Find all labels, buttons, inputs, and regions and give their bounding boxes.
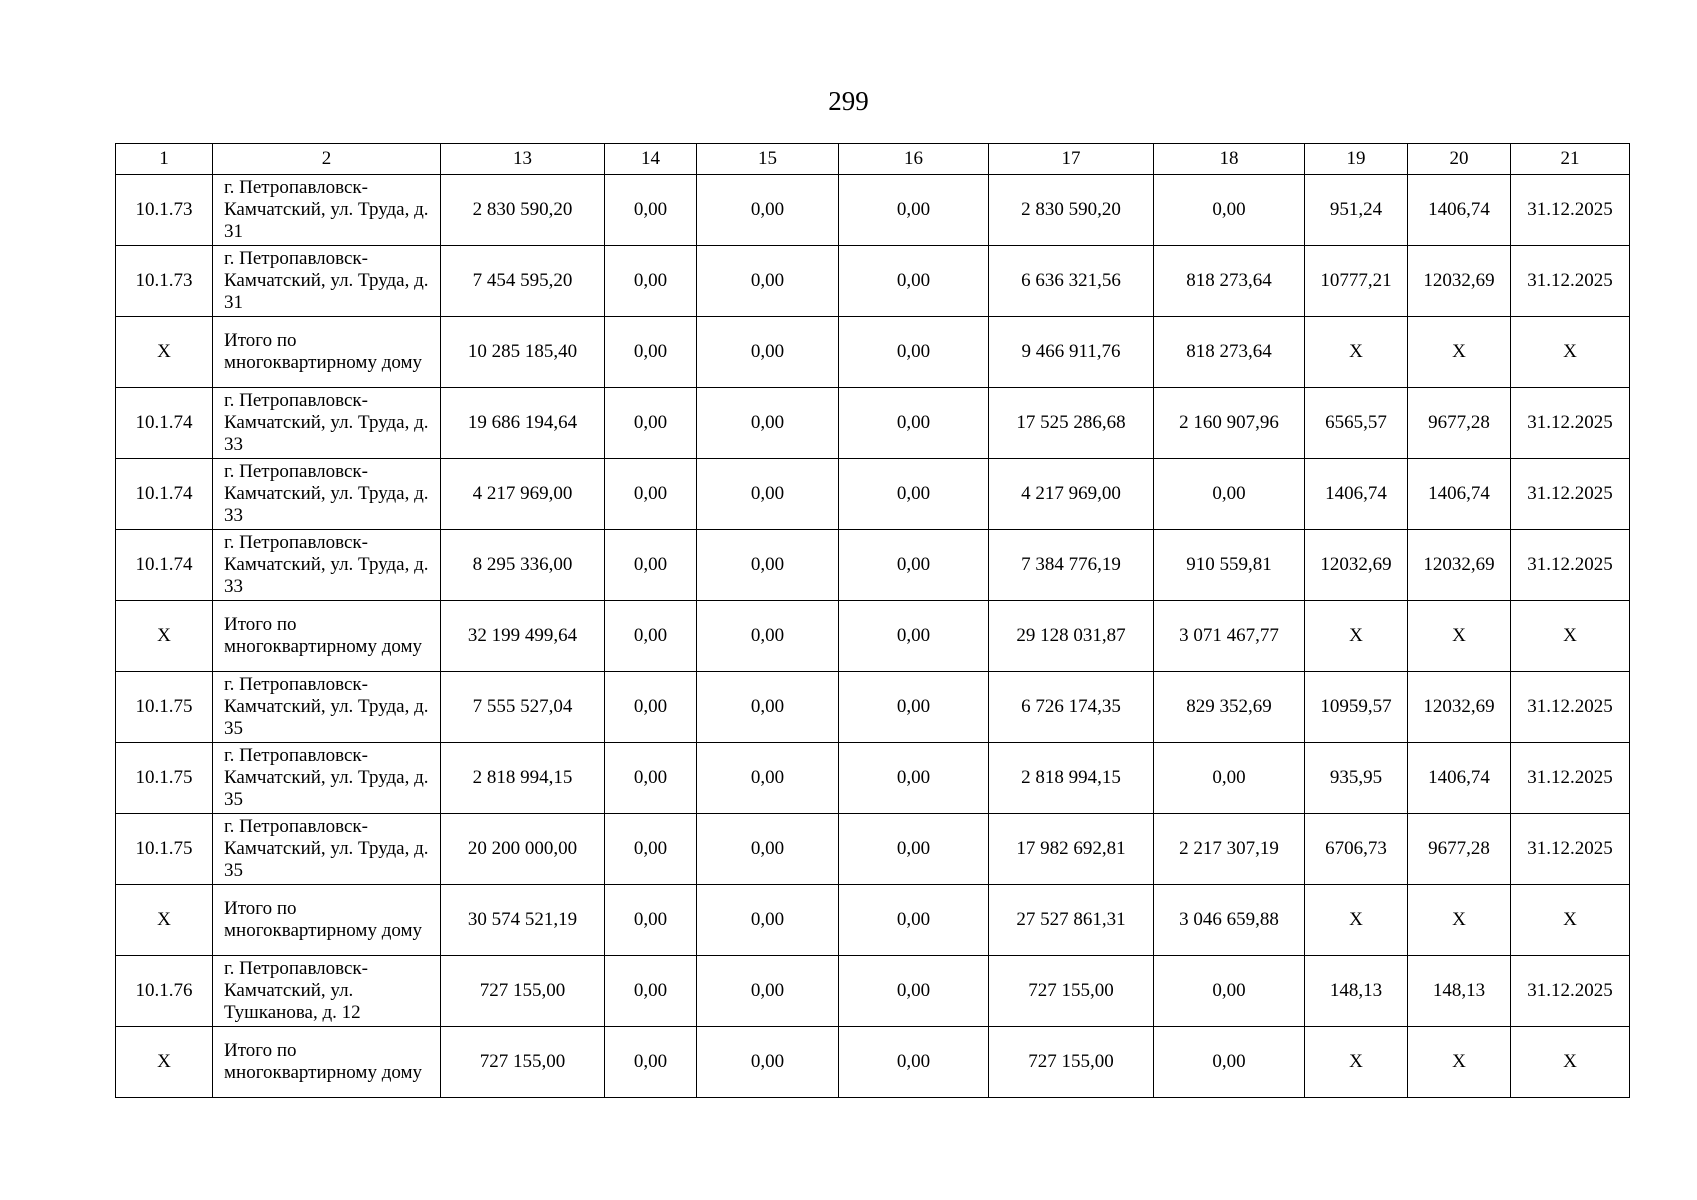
header-cell-col-17: 17 [989,144,1154,175]
total-cost-cell: 10 285 185,40 [441,317,605,388]
local-budget-cell: 0,00 [839,814,989,885]
other-funds-cell: 829 352,69 [1154,672,1305,743]
other-funds-cell: 0,00 [1154,743,1305,814]
unit-cost-cell: X [1305,601,1408,672]
row-number-cell: X [116,1027,213,1098]
unit-cost-cell: 6706,73 [1305,814,1408,885]
limit-cost-cell: X [1408,601,1511,672]
table-row [116,317,1630,388]
other-funds-cell: 3 046 659,88 [1154,885,1305,956]
table-row [116,530,1630,601]
address-cell: Итого по многоквартирному дому [213,601,441,672]
budget-cell: 0,00 [697,388,839,459]
address-cell: Итого по многоквартирному дому [213,1027,441,1098]
table-row [116,672,1630,743]
local-budget-cell: 0,00 [839,388,989,459]
table-row [116,885,1630,956]
budget-cell: 0,00 [697,601,839,672]
table-row [116,459,1630,530]
address-cell: г. Петропавловск-Камчатский, ул. Труда, д. 33 [213,388,441,459]
other-funds-cell: 0,00 [1154,1027,1305,1098]
local-budget-cell: 0,00 [839,601,989,672]
owners-funds-cell: 2 830 590,20 [989,175,1154,246]
limit-cost-cell: X [1408,317,1511,388]
fund-cell: 0,00 [605,956,697,1027]
fund-cell: 0,00 [605,885,697,956]
address-cell: г. Петропавловск-Камчатский, ул. Труда, д. 35 [213,672,441,743]
row-number-cell: 10.1.75 [116,672,213,743]
other-funds-cell: 818 273,64 [1154,246,1305,317]
budget-cell: 0,00 [697,317,839,388]
other-funds-cell: 0,00 [1154,175,1305,246]
unit-cost-cell: 10959,57 [1305,672,1408,743]
local-budget-cell: 0,00 [839,1027,989,1098]
owners-funds-cell: 17 982 692,81 [989,814,1154,885]
row-number-cell: X [116,317,213,388]
header-cell-col-13: 13 [441,144,605,175]
table-row [116,1027,1630,1098]
total-cost-cell: 8 295 336,00 [441,530,605,601]
deadline-cell: X [1511,885,1630,956]
header-cell-col-16: 16 [839,144,989,175]
total-cost-cell: 727 155,00 [441,956,605,1027]
fund-cell: 0,00 [605,601,697,672]
deadline-cell: 31.12.2025 [1511,246,1630,317]
fund-cell: 0,00 [605,530,697,601]
deadline-cell: 31.12.2025 [1511,672,1630,743]
header-cell-col-21: 21 [1511,144,1630,175]
total-cost-cell: 7 555 527,04 [441,672,605,743]
deadline-cell: 31.12.2025 [1511,459,1630,530]
row-number-cell: 10.1.73 [116,246,213,317]
address-cell: г. Петропавловск-Камчатский, ул. Труда, д. 33 [213,459,441,530]
address-cell: Итого по многоквартирному дому [213,885,441,956]
other-funds-cell: 910 559,81 [1154,530,1305,601]
deadline-cell: X [1511,1027,1630,1098]
unit-cost-cell: 10777,21 [1305,246,1408,317]
fund-cell: 0,00 [605,246,697,317]
page-number: 299 [828,86,869,116]
unit-cost-cell: X [1305,885,1408,956]
budget-cell: 0,00 [697,530,839,601]
fund-cell: 0,00 [605,459,697,530]
address-cell: г. Петропавловск-Камчатский, ул. Труда, д. 35 [213,743,441,814]
fund-cell: 0,00 [605,672,697,743]
deadline-cell: 31.12.2025 [1511,388,1630,459]
limit-cost-cell: 1406,74 [1408,459,1511,530]
table-row [116,601,1630,672]
local-budget-cell: 0,00 [839,317,989,388]
table-row [116,246,1630,317]
limit-cost-cell: X [1408,885,1511,956]
row-number-cell: 10.1.74 [116,530,213,601]
row-number-cell: 10.1.74 [116,388,213,459]
header-cell-col-19: 19 [1305,144,1408,175]
unit-cost-cell: 935,95 [1305,743,1408,814]
fund-cell: 0,00 [605,1027,697,1098]
limit-cost-cell: 9677,28 [1408,814,1511,885]
deadline-cell: 31.12.2025 [1511,530,1630,601]
deadline-cell: 31.12.2025 [1511,743,1630,814]
table-row [116,956,1630,1027]
budget-cell: 0,00 [697,459,839,530]
owners-funds-cell: 4 217 969,00 [989,459,1154,530]
header-cell-col-2: 2 [213,144,441,175]
deadline-cell: 31.12.2025 [1511,175,1630,246]
owners-funds-cell: 6 636 321,56 [989,246,1154,317]
limit-cost-cell: 12032,69 [1408,672,1511,743]
local-budget-cell: 0,00 [839,246,989,317]
budget-cell: 0,00 [697,956,839,1027]
unit-cost-cell: 951,24 [1305,175,1408,246]
other-funds-cell: 0,00 [1154,459,1305,530]
local-budget-cell: 0,00 [839,956,989,1027]
row-number-cell: 10.1.76 [116,956,213,1027]
fund-cell: 0,00 [605,388,697,459]
row-number-cell: 10.1.75 [116,743,213,814]
unit-cost-cell: 6565,57 [1305,388,1408,459]
limit-cost-cell: 1406,74 [1408,743,1511,814]
other-funds-cell: 818 273,64 [1154,317,1305,388]
local-budget-cell: 0,00 [839,743,989,814]
limit-cost-cell: 1406,74 [1408,175,1511,246]
budget-cell: 0,00 [697,672,839,743]
address-cell: г. Петропавловск-Камчатский, ул. Труда, д. 31 [213,246,441,317]
header-cell-col-1: 1 [116,144,213,175]
owners-funds-cell: 727 155,00 [989,1027,1154,1098]
address-cell: г. Петропавловск-Камчатский, ул. Тушканова, д. 12 [213,956,441,1027]
local-budget-cell: 0,00 [839,672,989,743]
local-budget-cell: 0,00 [839,459,989,530]
address-cell: г. Петропавловск-Камчатский, ул. Труда, д. 35 [213,814,441,885]
limit-cost-cell: 12032,69 [1408,246,1511,317]
fund-cell: 0,00 [605,175,697,246]
budget-cell: 0,00 [697,175,839,246]
limit-cost-cell: 12032,69 [1408,530,1511,601]
owners-funds-cell: 29 128 031,87 [989,601,1154,672]
limit-cost-cell: 148,13 [1408,956,1511,1027]
unit-cost-cell: X [1305,317,1408,388]
table-body [116,144,1630,1098]
budget-cell: 0,00 [697,1027,839,1098]
address-cell: г. Петропавловск-Камчатский, ул. Труда, д. 31 [213,175,441,246]
total-cost-cell: 4 217 969,00 [441,459,605,530]
other-funds-cell: 2 217 307,19 [1154,814,1305,885]
table-row [116,388,1630,459]
unit-cost-cell: 12032,69 [1305,530,1408,601]
owners-funds-cell: 9 466 911,76 [989,317,1154,388]
budget-cell: 0,00 [697,246,839,317]
row-number-cell: 10.1.73 [116,175,213,246]
owners-funds-cell: 27 527 861,31 [989,885,1154,956]
unit-cost-cell: X [1305,1027,1408,1098]
table-row [116,175,1630,246]
row-number-cell: 10.1.74 [116,459,213,530]
fund-cell: 0,00 [605,317,697,388]
owners-funds-cell: 17 525 286,68 [989,388,1154,459]
unit-cost-cell: 148,13 [1305,956,1408,1027]
unit-cost-cell: 1406,74 [1305,459,1408,530]
total-cost-cell: 30 574 521,19 [441,885,605,956]
total-cost-cell: 19 686 194,64 [441,388,605,459]
table-row [116,743,1630,814]
owners-funds-cell: 6 726 174,35 [989,672,1154,743]
limit-cost-cell: 9677,28 [1408,388,1511,459]
owners-funds-cell: 2 818 994,15 [989,743,1154,814]
local-budget-cell: 0,00 [839,885,989,956]
other-funds-cell: 3 071 467,77 [1154,601,1305,672]
table-row [116,814,1630,885]
owners-funds-cell: 727 155,00 [989,956,1154,1027]
owners-funds-cell: 7 384 776,19 [989,530,1154,601]
deadline-cell: 31.12.2025 [1511,956,1630,1027]
header-cell-col-20: 20 [1408,144,1511,175]
row-number-cell: X [116,601,213,672]
data-table [115,143,1630,1098]
other-funds-cell: 0,00 [1154,956,1305,1027]
deadline-cell: X [1511,601,1630,672]
total-cost-cell: 7 454 595,20 [441,246,605,317]
local-budget-cell: 0,00 [839,530,989,601]
deadline-cell: X [1511,317,1630,388]
budget-cell: 0,00 [697,814,839,885]
header-cell-col-14: 14 [605,144,697,175]
address-cell: г. Петропавловск-Камчатский, ул. Труда, д. 33 [213,530,441,601]
header-cell-col-15: 15 [697,144,839,175]
deadline-cell: 31.12.2025 [1511,814,1630,885]
total-cost-cell: 2 830 590,20 [441,175,605,246]
total-cost-cell: 2 818 994,15 [441,743,605,814]
row-number-cell: X [116,885,213,956]
other-funds-cell: 2 160 907,96 [1154,388,1305,459]
table-header-row [116,144,1630,175]
local-budget-cell: 0,00 [839,175,989,246]
limit-cost-cell: X [1408,1027,1511,1098]
fund-cell: 0,00 [605,743,697,814]
address-cell: Итого по многоквартирному дому [213,317,441,388]
total-cost-cell: 32 199 499,64 [441,601,605,672]
budget-cell: 0,00 [697,743,839,814]
fund-cell: 0,00 [605,814,697,885]
row-number-cell: 10.1.75 [116,814,213,885]
budget-cell: 0,00 [697,885,839,956]
header-cell-col-18: 18 [1154,144,1305,175]
total-cost-cell: 20 200 000,00 [441,814,605,885]
total-cost-cell: 727 155,00 [441,1027,605,1098]
